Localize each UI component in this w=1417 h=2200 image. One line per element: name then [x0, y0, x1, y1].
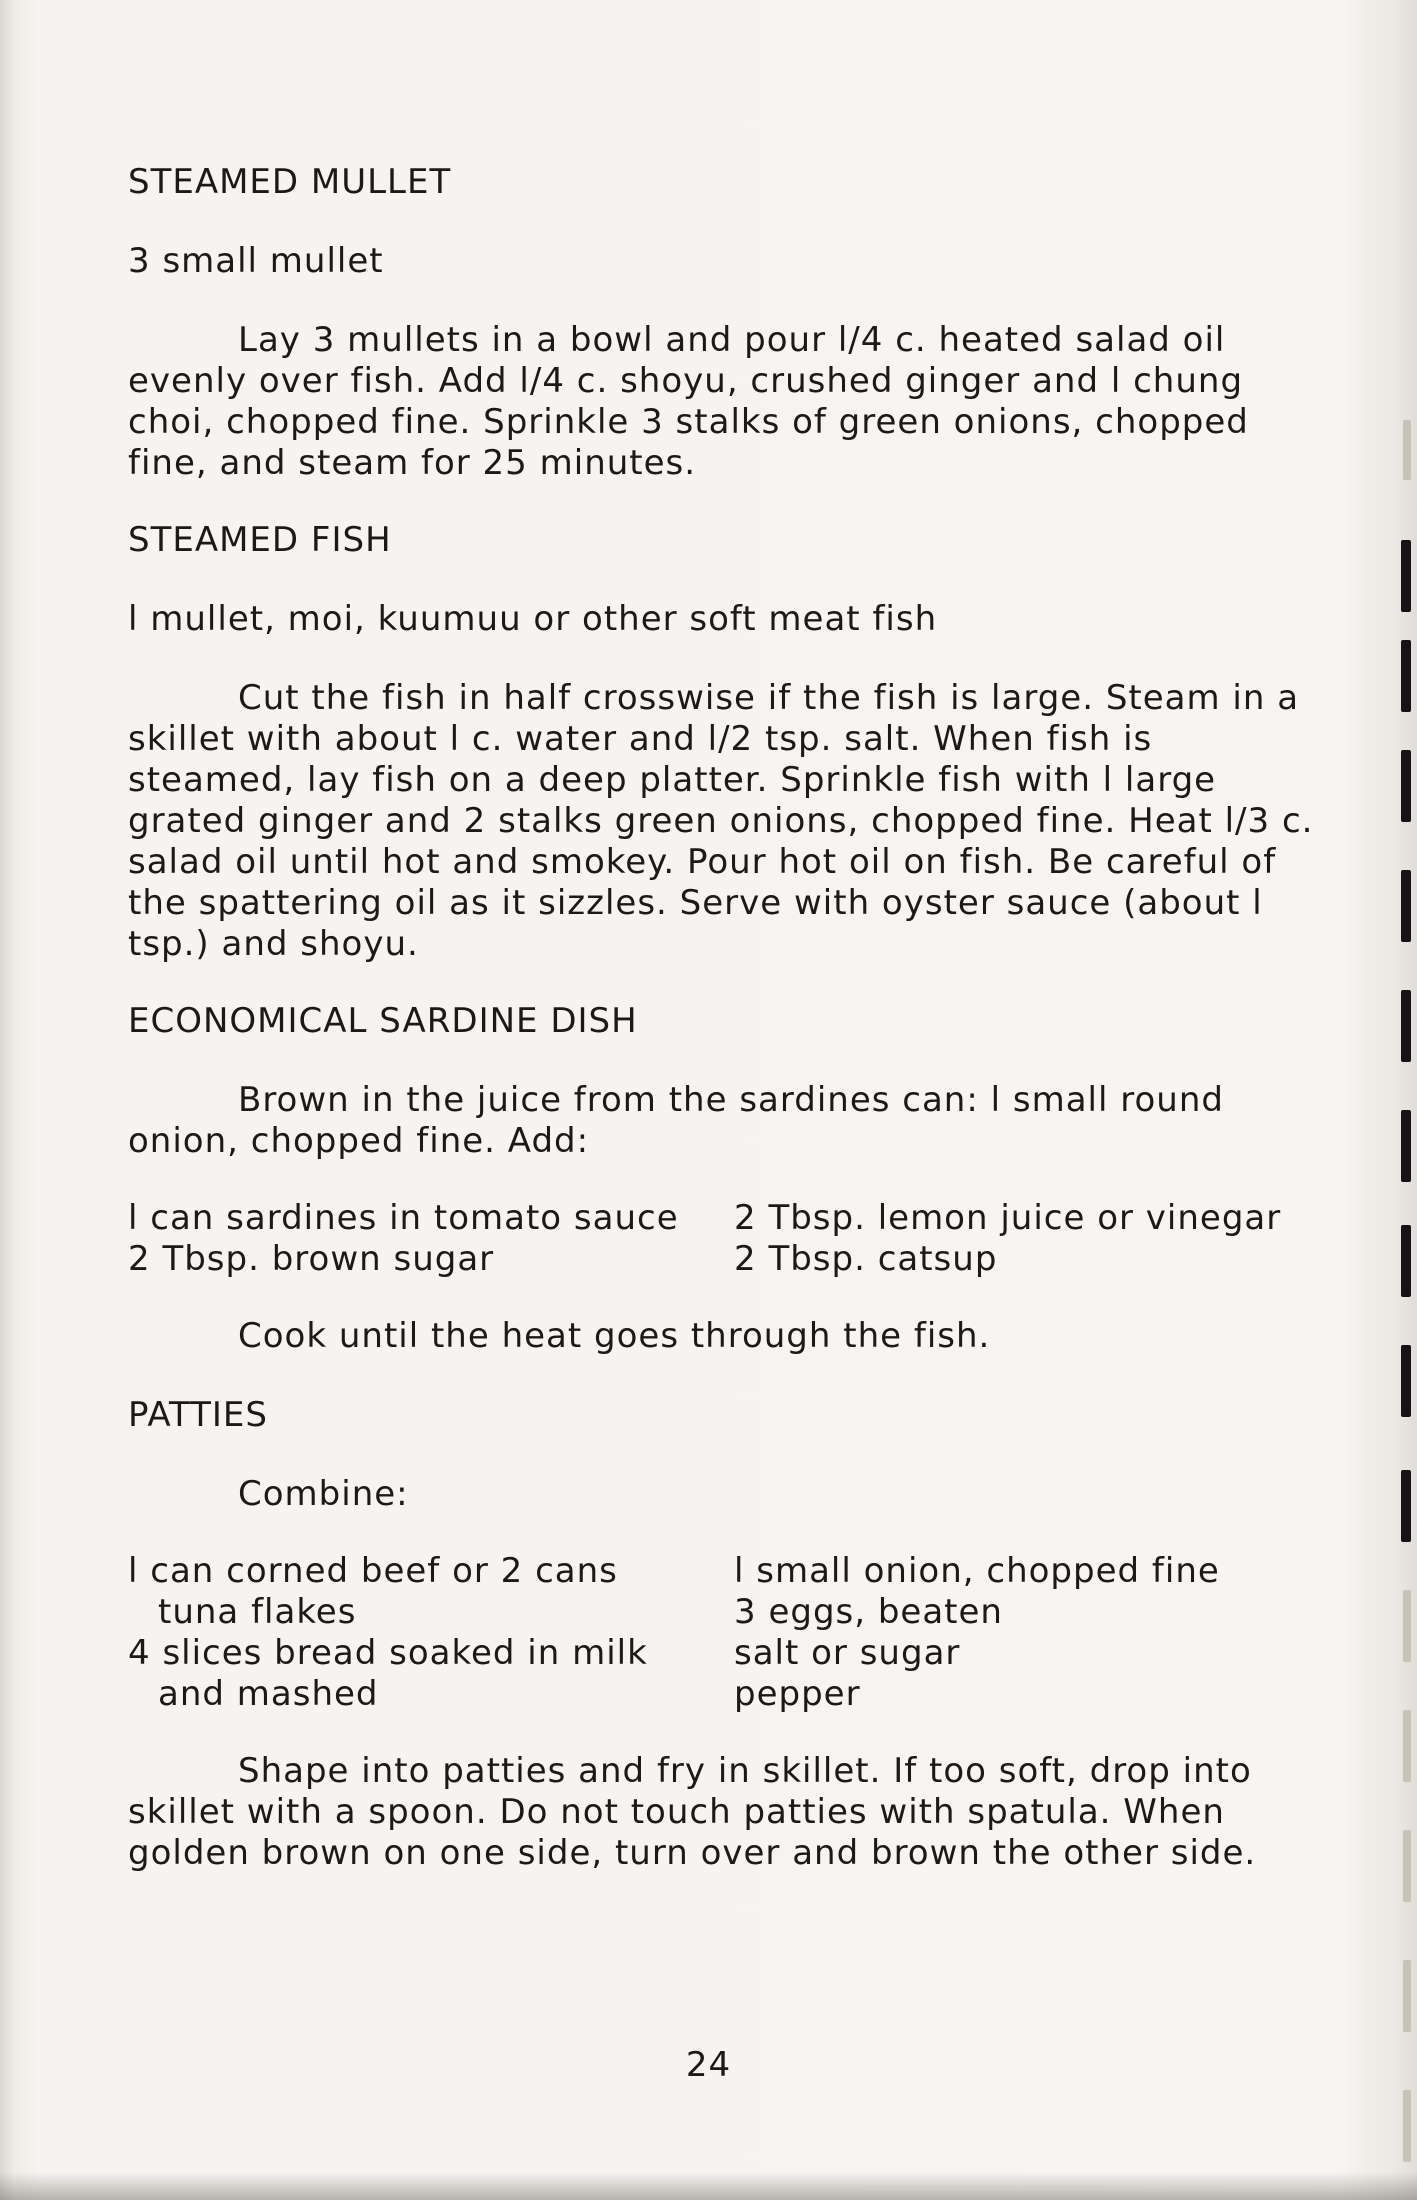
- ingredient-column-left: [128, 1551, 734, 1715]
- spiral-binding-ring: [1403, 1960, 1411, 2032]
- page-edge-shadow: [0, 2172, 1417, 2200]
- ingredient-item-continued: and mashed: [158, 1674, 379, 1714]
- ingredient-line: l mullet, moi, kuumuu or other soft meat fish: [128, 599, 938, 639]
- recipe-title-patties: PATTIES: [128, 1395, 268, 1435]
- spiral-binding-ring: [1403, 1830, 1411, 1902]
- ingredient-column-right: [734, 1551, 1294, 1715]
- spiral-binding-ring: [1401, 1225, 1411, 1297]
- recipe-title-steamed-fish: STEAMED FISH: [128, 520, 392, 560]
- spiral-binding-ring: [1403, 1590, 1411, 1662]
- ingredient-column-left: [128, 1198, 734, 1280]
- ingredient-columns: [128, 1551, 1318, 1715]
- page-number: 24: [685, 2045, 732, 2085]
- spiral-binding-ring: [1401, 750, 1411, 822]
- spiral-binding-ring: [1401, 1110, 1411, 1182]
- ingredient-column-right: [734, 1198, 1294, 1280]
- ingredient-columns: [128, 1198, 1318, 1280]
- ingredient-item: 2 Tbsp. brown sugar: [128, 1239, 495, 1279]
- recipe-content: [128, 150, 1318, 1874]
- spiral-binding-ring: [1401, 990, 1411, 1062]
- ingredient-item: 2 Tbsp. catsup: [734, 1239, 998, 1279]
- recipe-intro: Brown in the juice from the sardines can: l small round onion, chopped fine. Add:: [128, 1080, 1224, 1161]
- ingredient-item: 4 slices bread soaked in milk: [128, 1633, 648, 1673]
- ingredient-item: salt or sugar: [734, 1633, 961, 1673]
- ingredient-item: l small onion, chopped fine: [734, 1551, 1220, 1591]
- spiral-binding-ring: [1401, 1470, 1411, 1542]
- ingredient-item-continued: tuna flakes: [158, 1592, 357, 1632]
- ingredient-item: l can sardines in tomato sauce: [128, 1198, 679, 1238]
- ingredient-item: pepper: [734, 1674, 861, 1714]
- recipe-title-sardine-dish: ECONOMICAL SARDINE DISH: [128, 1001, 638, 1041]
- spiral-binding-ring: [1401, 1345, 1411, 1417]
- ingredient-item: 2 Tbsp. lemon juice or vinegar: [734, 1198, 1282, 1238]
- spiral-binding-ring: [1403, 1710, 1411, 1782]
- recipe-instructions: Cut the fish in half crosswise if the fish is large. Steam in a skillet with about l c. water and l/2 tsp. salt. When fish is steamed, lay fish on a deep platter. Sprinkle fish with l large grated ginger and 2 stalks green onions, chopped fine. Heat l/3 c. salad oil until hot and smokey. Pour hot oil on fish. Be careful of the spattering oil as it sizzles. Serve with oyster sauce (about l tsp.) and shoyu.: [128, 678, 1314, 964]
- recipe-instructions: Shape into patties and fry in skillet. If too soft, drop into skillet with a spoon. Do not touch patties with spatula. When golden brown on one side, turn over and brown the other side.: [128, 1751, 1257, 1873]
- recipe-closing: Cook until the heat goes through the fish.: [238, 1316, 991, 1356]
- spiral-binding-ring: [1403, 2090, 1411, 2162]
- spiral-binding-ring: [1401, 640, 1411, 712]
- spiral-binding-ring: [1401, 870, 1411, 942]
- ingredient-line: 3 small mullet: [128, 241, 384, 281]
- spiral-binding-ring: [1401, 540, 1411, 612]
- spiral-binding-ring: [1403, 420, 1411, 480]
- ingredient-item: 3 eggs, beaten: [734, 1592, 1003, 1632]
- ingredient-item: l can corned beef or 2 cans: [128, 1551, 618, 1591]
- recipe-instructions: Lay 3 mullets in a bowl and pour l/4 c. heated salad oil evenly over fish. Add l/4 c. shoyu, crushed ginger and l chung choi, chopped fine. Sprinkle 3 stalks of green onions, chopped fine, and steam for 25 minutes.: [128, 320, 1249, 483]
- recipe-intro: Combine:: [238, 1474, 409, 1514]
- recipe-title-steamed-mullet: STEAMED MULLET: [128, 162, 452, 202]
